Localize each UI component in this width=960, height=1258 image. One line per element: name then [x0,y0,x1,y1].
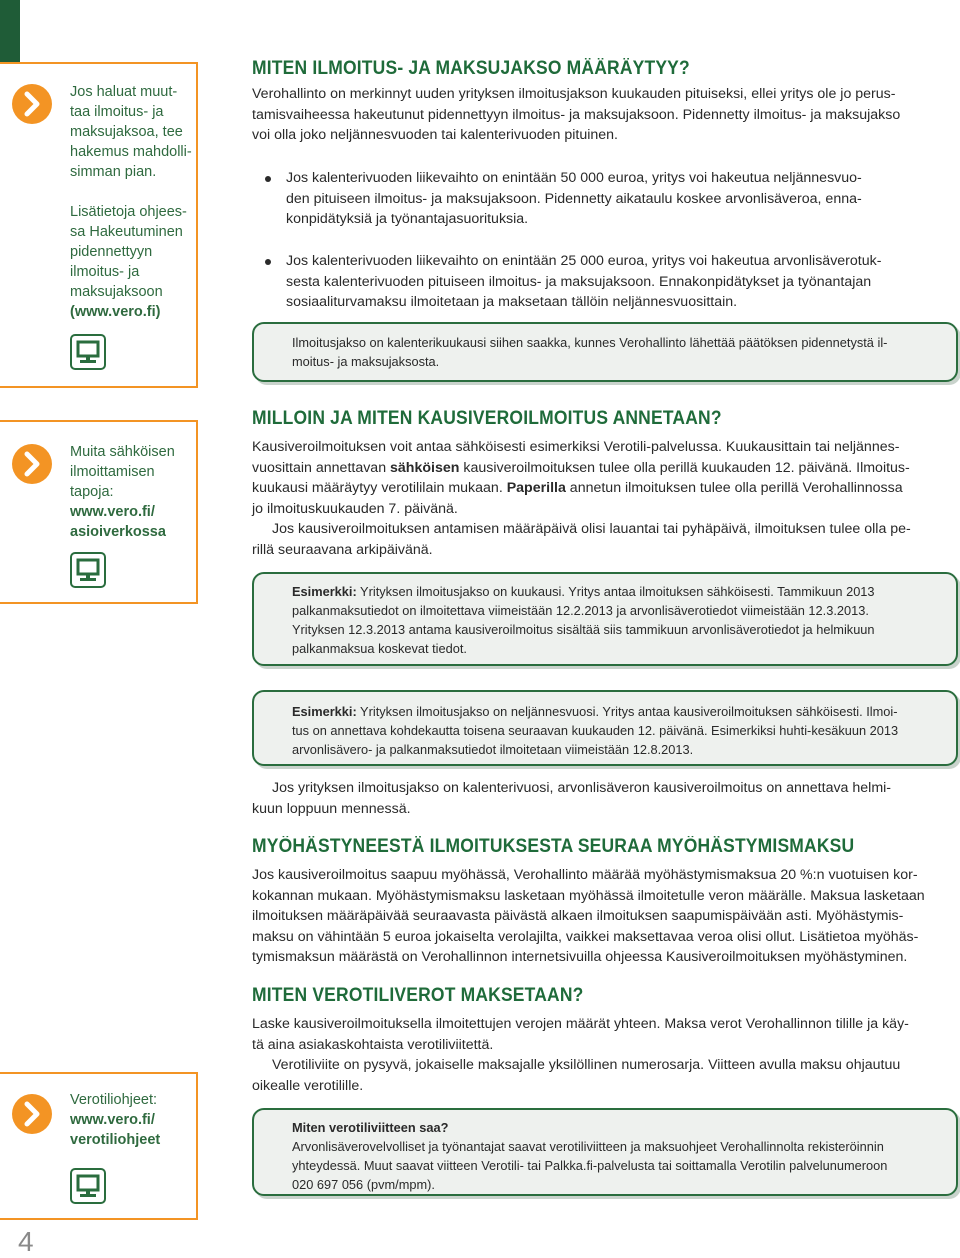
text-line: voi olla joko neljännesvuoden tai kalenterivuoden pituinen. [252,127,618,144]
text-line: palkanmaksua koskevat tiedot. [292,641,467,656]
text-line: palkanmaksutiedot on ilmoitettava viimeistään 12.2.2013 ja arvonlisäverotiedot viimeistään 12.3.2013. [292,603,869,618]
text-line: Verotiliviite on pysyvä, jokaiselle maksajalle yksilöllinen numerosarja. Viitteen avulla maksu ohjautuu [272,1057,901,1074]
example-note [252,690,958,766]
text-line: yhteydessä. Muut saavat viitteen Verotili- tai Palkka.fi-palvelusta tai soittamalla Verotilin palvelunumeroon [292,1158,888,1173]
text-line: tä aina asiakaskohtaista verotiliviitettä. [252,1036,494,1053]
text-line: konpidätyksiä ja työnantajasuorituksia. [286,211,529,228]
text-line: Verohallinto on merkinnyt uuden yrityksen ilmoitusjakson kuukauden pituiseksi, ellei yritys ole jo perus- [252,86,896,102]
sidebar-text-line: pidennettyyn [70,244,153,260]
section-heading: MILLOIN JA MITEN KAUSIVEROILMOITUS ANNETAAN? [252,408,722,429]
example-note [252,572,958,666]
vero-link[interactable]: www.vero.fi/ [70,504,155,520]
sidebar-box-2-text [70,442,175,542]
text-line: kuun loppuun mennessä. [252,800,411,817]
text-line: Esimerkki: Yrityksen ilmoitusjakso on kuukausi. Yritys antaa ilmoituksen sähköisesti. Tammikuun 2013 [292,584,875,599]
text-line: Laske kausiveroilmoituksella ilmoitettujen verojen määrät yhteen. Maksa verot Verohallinnon tilille ja käy- [252,1016,909,1032]
text-line: ilmoituksen määräpäivää seuraavasta päivästä alkaen ilmoituksen saapumispäivään asti. Myöhästymis- [252,908,904,925]
vero-link[interactable]: www.vero.fi/ [70,1112,155,1128]
sidebar-text-line: simman pian. [70,164,157,180]
section-heading: MITEN ILMOITUS- JA MAKSUJAKSO MÄÄRÄYTYY? [252,58,690,79]
sidebar-text-line: Verotiliohjeet: [70,1092,158,1108]
vero-link[interactable]: asioiverkossa [70,524,166,540]
text-line: Jos kalenterivuoden liikevaihto on enintään 25 000 euroa, yritys voi hakeutua arvonlisäverotuk- [286,253,882,269]
vero-link[interactable]: verotiliohjeet [70,1132,161,1148]
page-number: 4 [18,1226,34,1257]
note-title: Miten verotiliviitteen saa? [292,1120,449,1135]
sidebar-text-line: maksujaksoa, tee [70,124,183,140]
text-line: jo ilmoituskuukauden 7. päivänä. [252,500,458,517]
text-line: tus on annettava kohdekautta toisena seuraavan kuukauden 12. päivänä. Esimerkiksi huhti-kesäkuun 2013 [292,723,899,738]
section-paragraph [252,84,960,146]
section-paragraph [252,865,960,968]
text-line: Arvonlisäverovelvolliset ja työnantajat saavat verotiliviitteen ja maksuohjeet Verohallinnolta rekisteröinnin [292,1139,884,1154]
text-line: Ilmoitusjakso on kalenterikuukausi siihen saakka, kunnes Verohallinto lähettää päätöksen pidennetystä il- [292,335,888,350]
text-line: Esimerkki: Yrityksen ilmoitusjakso on neljännesvuosi. Yritys antaa kausiveroilmoituksen sähköisesti. Ilmoi- [292,704,898,719]
sidebar-text-line: Muita sähköisen [70,444,175,460]
text-line: vuosittain annettavan sähköisen kausiveroilmoituksen tulee olla perillä kuukauden 12. päivänä. Ilmoitus- [252,459,910,476]
computer-monitor-icon [70,334,106,370]
bullet-dot [265,176,271,182]
text-line: sosiaaliturvamaksu ilmoitetaan ja maksetaan tällöin neljännesvuosittain. [286,294,738,311]
info-note [252,1108,958,1196]
sidebar-text-line: hakemus mahdolli- [70,144,192,160]
section-heading: MITEN VEROTILIVEROT MAKSETAAN? [252,985,584,1006]
chevron-right-icon [12,1094,52,1134]
text-line: maksu on vähintään 5 euroa jokaiselta verolajilta, vaikkei maksettavaa veroa olisi ollut. Lisätietoa myöhäs- [252,928,919,945]
sidebar-text-line: Jos haluat muut- [70,84,178,100]
bullet-dot [265,259,271,265]
text-line: kokannan mukaan. Myöhästymismaksu lasketaan myöhässä ilmoitetulle veron määrälle. Maksua lasketaan [252,887,925,904]
text-line: kuukausi määräytyy verotililain mukaan. Paperilla annetun ilmoituksen tulee olla perillä Verohallinnossa [252,480,903,497]
sidebar-text-line: ilmoitus- ja [70,264,140,280]
chevron-right-icon [12,444,52,484]
info-note [252,322,958,382]
vero-link[interactable]: (www.vero.fi) [70,304,161,320]
text-line: Jos kausiveroilmoitus saapuu myöhässä, Verohallinto määrää myöhästymismaksua 20 %:n vuotuisen kor- [252,867,918,883]
text-line: Kausiveroilmoituksen voit antaa sähköisesti esimerkiksi Verotili-palvelussa. Kuukausittain tai neljännes- [252,439,900,455]
section-paragraph [252,437,960,561]
sidebar-text-line: sa Hakeutuminen [70,224,183,240]
section-heading: MYÖHÄSTYNEESTÄ ILMOITUKSESTA SEURAA MYÖHÄSTYMISMAKSU [252,836,855,857]
text-line: tamisvaiheessa hakeutunut pidennettyyn ilmoitus- ja maksujaksoon. Pidennetty ilmoitus- ja maksujakso [252,106,901,123]
text-line: rillä seuraavana arkipäivänä. [252,541,433,558]
sidebar-text-line: Lisätietoja ohjees- [70,204,187,220]
bullet-item [286,251,922,313]
computer-monitor-icon [70,1168,106,1204]
sidebar-box-3-text [70,1090,160,1150]
text-line: arvonlisävero- ja palkanmaksutiedot ilmoitetaan viimeistään 12.8.2013. [292,742,694,757]
text-line: 020 697 056 (pvm/mpm). [292,1177,435,1192]
sidebar-text-line: ilmoittamisen [70,464,155,480]
sidebar-box-1-text [70,82,192,322]
text-line: Jos kausiveroilmoituksen antamisen määräpäivä olisi lauantai tai pyhäpäivä, ilmoituksen tulee olla pe- [272,521,911,538]
text-line: moitus- ja maksujaksosta. [292,354,440,369]
text-line: Jos kalenterivuoden liikevaihto on enintään 50 000 euroa, yritys voi hakeutua neljännesvuo- [286,170,862,186]
text-line: Jos yrityksen ilmoitusjakso on kalenterivuosi, arvonlisäveron kausiveroilmoitus on annettava helmi- [272,780,892,796]
bullet-item [286,168,922,230]
computer-monitor-icon [70,552,106,588]
text-line: tymismaksun määrästä on Verohallinnon internetsivuilla ohjeessa Kausiveroilmoituksen myöhästyminen. [252,949,908,966]
text-line: Yrityksen 12.3.2013 antama kausiveroilmoitus sisältää siis tammikuun arvonlisäverotiedot ja helmikuun [292,622,875,637]
sidebar-box-3 [0,1072,198,1220]
sidebar-box-1 [0,62,198,388]
text-line: den pituiseen ilmoitus- ja maksujaksoon. Pidennetty aikataulu koskee arvonlisäveroa, enna- [286,190,862,207]
text-line: oikealle verotilille. [252,1077,364,1094]
section-paragraph [252,778,960,819]
text-line: sesta kalenterivuoden pituiseen ilmoitus- ja maksujaksoon. Ennakonpidätykset ja työnantajan [286,273,872,290]
section-paragraph [252,1014,960,1096]
sidebar-text-line: tapoja: [70,484,114,500]
sidebar-box-2 [0,420,198,604]
sidebar-text-line: maksujaksoon [70,284,163,300]
chevron-right-icon [12,84,52,124]
sidebar-text-line: taa ilmoitus- ja [70,104,164,120]
